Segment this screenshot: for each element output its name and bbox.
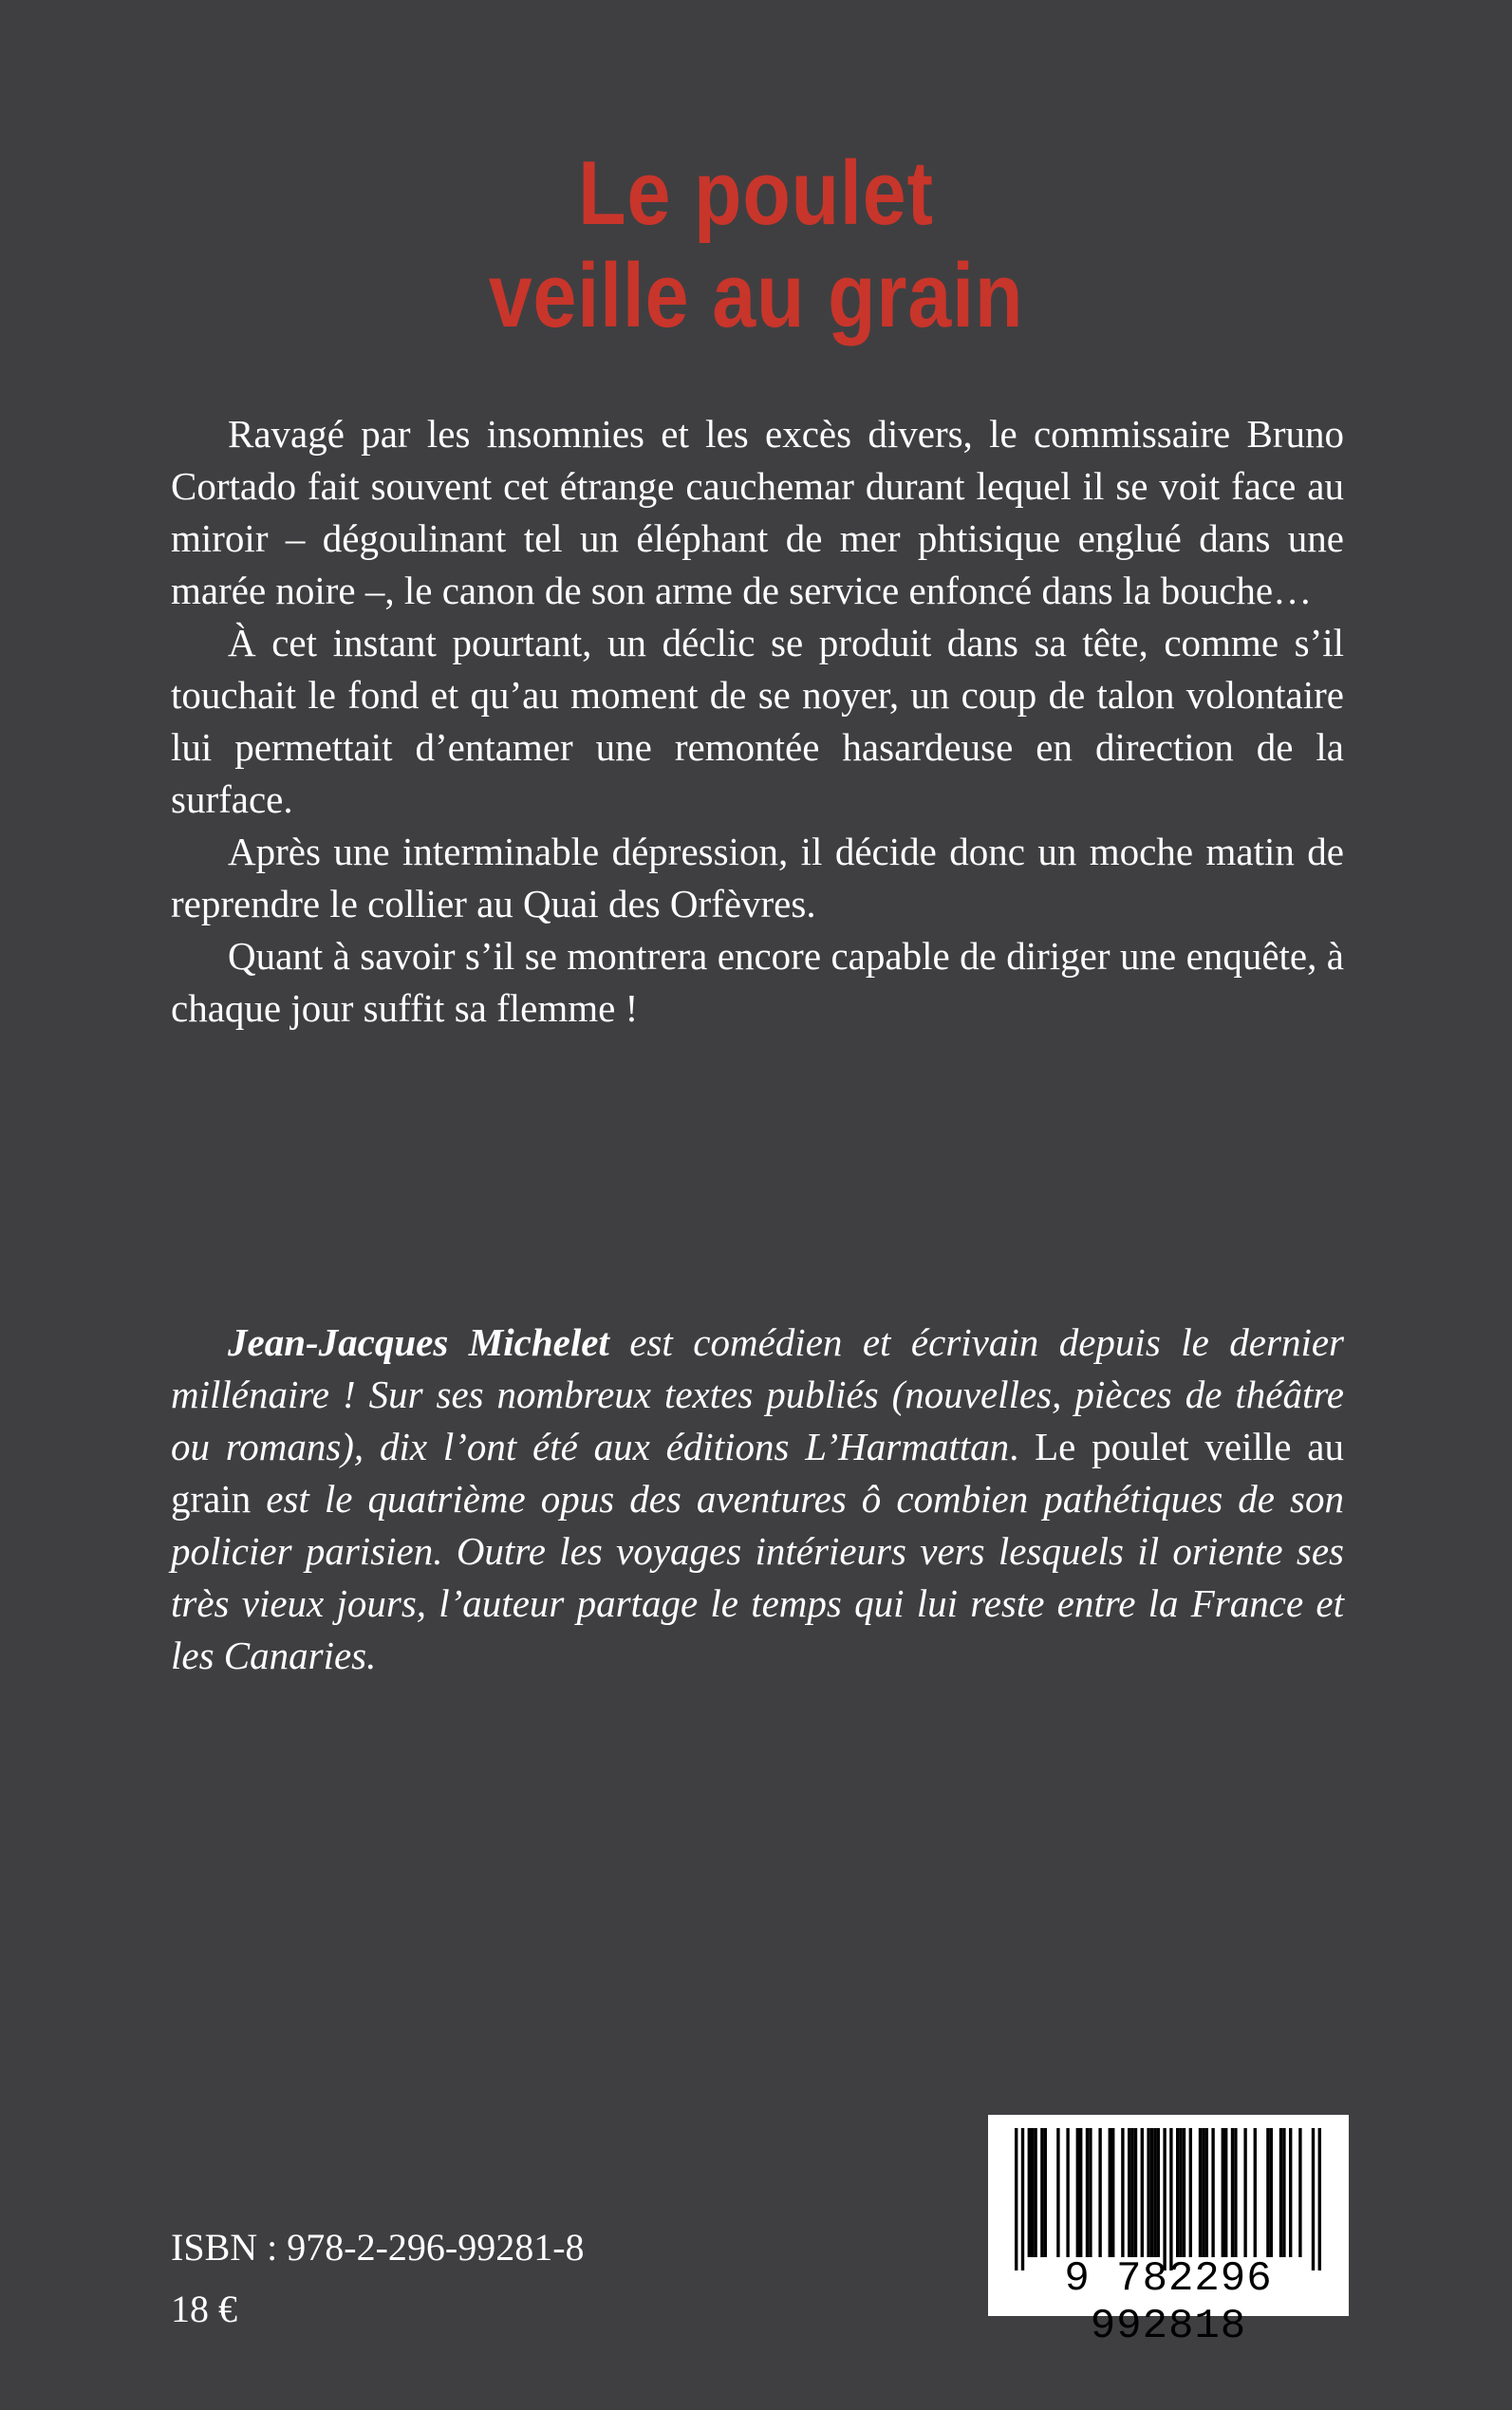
barcode-bar [1176,2128,1179,2257]
barcode-bar [1098,2128,1101,2257]
barcode-bar [1031,2128,1034,2257]
barcode-bar [1234,2128,1237,2257]
book-title [106,142,1407,347]
barcode-bar [1015,2128,1017,2270]
barcode-bar [1279,2128,1282,2257]
barcode-bar [1034,2128,1036,2257]
barcode-bar [1021,2128,1024,2270]
barcode-bar [1128,2128,1130,2257]
bio-text-2: . Le poulet veille au grain [171,1425,1344,1521]
barcode-bar [1121,2128,1124,2257]
price: 18 € [171,2288,237,2330]
barcode-bar [1318,2128,1321,2270]
barcode-bar [1205,2128,1208,2257]
barcode-bar [1202,2128,1204,2257]
barcode-bar [1066,2128,1069,2257]
synopsis-paragraph: À cet instant pourtant, un déclic se produit dans sa tête, comme s’il touchait le fond et qu’au moment de se noyer, un coup de talon volontaire lui permettait d’entamer une remontée hasardeuse en direction de la surface. [171,621,1344,821]
barcode-bar [1243,2128,1246,2257]
barcode-bar [1254,2128,1257,2257]
barcode [988,2115,1349,2350]
barcode-bar [1289,2128,1292,2257]
barcode-bar [1157,2128,1160,2257]
book-title-line-2: veille au grain [488,245,1024,346]
barcode-bar [1147,2128,1149,2257]
barcode-bar [1079,2128,1082,2257]
barcode-bar [1163,2128,1166,2270]
barcode-bar [1224,2128,1227,2257]
barcode-bar [1086,2128,1089,2257]
barcode-bar [1183,2128,1185,2257]
barcode-bar [1150,2128,1153,2257]
synopsis-paragraph: Ravagé par les insomnies et les excès divers, le commissaire Bruno Cortado fait souvent cet étrange cauchemar durant lequel il se voit face au miroir – dégoulinant tel un éléphant de mer phtisique englué dans une marée noire –, le canon de son arme de service enfoncé dans la bouche… [171,412,1344,612]
barcode-bar [1179,2128,1182,2257]
author-name: Jean-Jacques Michelet [228,1320,609,1364]
barcode-bar [1076,2128,1079,2257]
barcode-bar [1270,2128,1273,2257]
barcode-bar [1231,2128,1234,2257]
bio-text-1: est comédien et écrivain depuis le dernier millénaire ! Sur ses nombreux textes publiés (nouvelles, pièces de théâtre ou romans), dix l’ont été aux éditions L’Harmattan [171,1320,1344,1468]
barcode-bar [1056,2128,1059,2257]
barcode-bar [1111,2128,1114,2257]
barcode-bar [1044,2128,1047,2257]
synopsis-paragraph: Quant à savoir s’il se montrera encore capable de diriger une enquête, à chaque jour suffit sa flemme ! [171,934,1344,1030]
barcode-bar [1298,2128,1301,2257]
synopsis-paragraph: Après une interminable dépression, il décide donc un moche matin de reprendre le collier au Quai des Orfèvres. [171,830,1344,925]
synopsis [171,408,1344,1035]
barcode-bar [1222,2128,1224,2257]
barcode-bar [1153,2128,1156,2257]
author-biography [171,1317,1344,1682]
barcode-bar [1199,2128,1202,2257]
barcode-digits: 9 782296 992818 [1064,2255,1273,2350]
barcode-bar [1141,2128,1144,2257]
bio-text-3: est le quatrième opus des aventures ô combien pathétiques de son policier parisien. Outre les voyages intérieurs vers lesquels il oriente ses très vieux jours, l’auteur partage le temps qui lui reste entre la France et les Canaries. [171,1477,1344,1677]
barcode-bar [1134,2128,1137,2257]
barcode-bar [1089,2128,1092,2257]
barcode-bar [1169,2128,1172,2270]
barcode-bar [1040,2128,1043,2257]
barcode-bar [1189,2128,1192,2257]
barcode-bar [1130,2128,1133,2257]
barcode-bar [1211,2128,1214,2257]
barcode-bar [1028,2128,1031,2257]
barcode-bar [1109,2128,1111,2257]
barcode-bar [1312,2128,1315,2270]
book-title-line-1: Le poulet [578,142,934,244]
isbn: ISBN : 978-2-296-99281-8 [171,2226,585,2269]
barcode-bar [1282,2128,1285,2257]
barcode-bar [1266,2128,1269,2257]
